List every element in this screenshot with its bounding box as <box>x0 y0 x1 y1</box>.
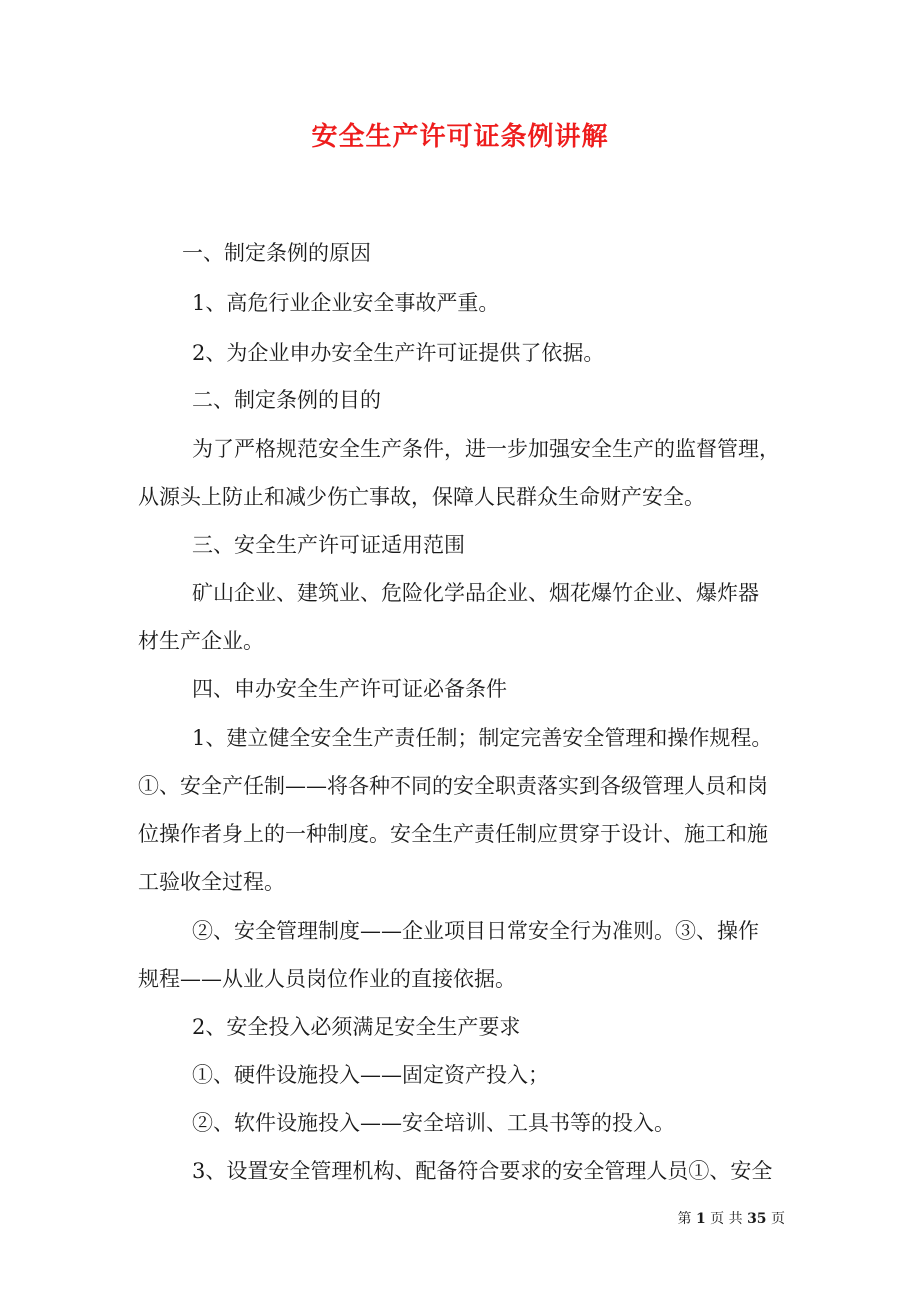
paragraph: ②、软件设施投入——安全培训、工具书等的投入。 <box>192 1111 675 1135</box>
footer-page-number: 1 <box>695 1211 706 1227</box>
paragraph: 矿山企业、建筑业、危险化学品企业、烟花爆竹企业、爆炸器 <box>192 581 759 605</box>
paragraph: ①、硬件设施投入——固定资产投入； <box>192 1063 549 1087</box>
paragraph: 2、安全投入必须满足安全生产要求 <box>192 1015 521 1039</box>
paragraph: ②、安全管理制度——企业项目日常安全行为准则。③、操作 <box>192 919 759 943</box>
footer-total-pages: 35 <box>747 1211 767 1227</box>
section-heading-4: 四、申办安全生产许可证必备条件 <box>192 677 507 701</box>
paragraph: 3、设置安全管理机构、配备符合要求的安全管理人员①、安全 <box>192 1159 773 1183</box>
page-footer <box>620 1208 785 1228</box>
paragraph: 规程——从业人员岗位作业的直接依据。 <box>138 967 516 991</box>
paragraph: 为了严格规范安全生产条件，进一步加强安全生产的监督管理， <box>192 437 780 461</box>
paragraph: 1、高危行业企业安全事故严重。 <box>192 291 500 315</box>
paragraph: 位操作者身上的一种制度。安全生产责任制应贯穿于设计、施工和施 <box>138 822 768 846</box>
footer-suffix: 页 <box>771 1211 785 1227</box>
section-heading-3: 三、安全生产许可证适用范围 <box>192 533 465 557</box>
paragraph: ①、安全产任制——将各种不同的安全职责落实到各级管理人员和岗 <box>138 774 768 798</box>
paragraph: 从源头上防止和减少伤亡事故，保障人民群众生命财产安全。 <box>138 485 705 509</box>
document-title: 安全生产许可证条例讲解 <box>311 122 609 152</box>
paragraph: 1、建立健全安全生产责任制；制定完善安全管理和操作规程。 <box>192 726 773 750</box>
paragraph: 材生产企业。 <box>138 629 264 653</box>
paragraph: 工验收全过程。 <box>138 870 285 894</box>
footer-middle: 页 共 <box>710 1211 743 1227</box>
paragraph: 2、为企业申办安全生产许可证提供了依据。 <box>192 341 605 365</box>
section-heading-1: 一、制定条例的原因 <box>182 241 371 265</box>
footer-prefix: 第 <box>677 1211 692 1227</box>
section-heading-2: 二、制定条例的目的 <box>192 388 381 412</box>
